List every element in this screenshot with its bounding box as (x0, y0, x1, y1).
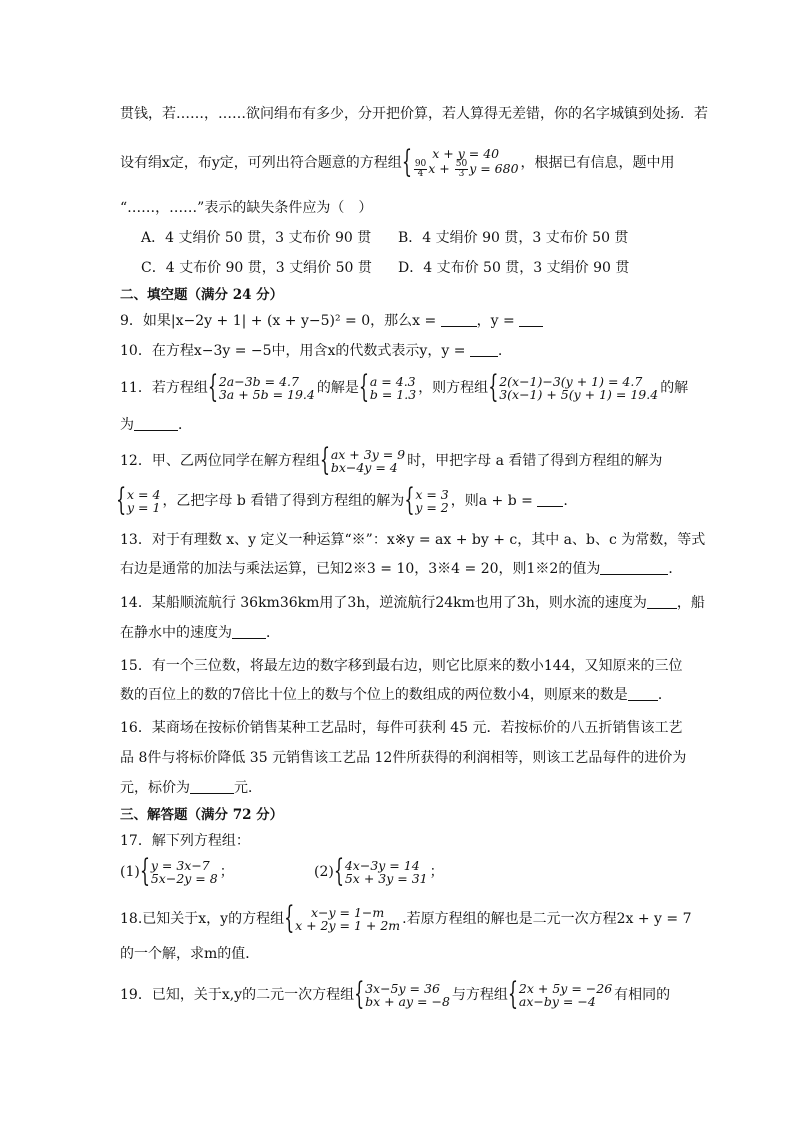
q10-blank[interactable] (470, 342, 498, 357)
q19-system2: { 2x + 5y = −26 ax−by = −4 (510, 982, 612, 1008)
q14-blank-still[interactable] (232, 624, 266, 639)
q12-system3: { x = 3 y = 2 (406, 488, 448, 514)
q16-line2: 品 8件与将标价降低 35 元销售该工艺品 12件所获得的利润相等，则该工艺品每件的进价为 (120, 750, 687, 766)
q18-system: { x−y = 1−m x + 2y = 1 + 2m (286, 906, 400, 932)
q16-line1: 16．某商场在按标价销售某种工艺品时，每件可获利 45 元．若按标价的八五折销售该工艺 (120, 720, 683, 736)
q17-system2: { 4x−3y = 14 5x + 3y = 31 (336, 859, 428, 885)
section3-title: 三、解答题（满分 72 分） (120, 807, 284, 823)
q17-part2: (2) { 4x−3y = 14 5x + 3y = 31 ； (314, 859, 444, 885)
q11-system1: { 2a−3b = 4.7 3a + 5b = 19.4 (210, 375, 315, 401)
q15-blank[interactable] (628, 686, 658, 701)
q12-line1: 12．甲、乙两位同学在解方程组 { ax + 3y = 9 bx−4y = 4 时，甲把字母 a 看错了得到方程组的解为 (120, 448, 662, 474)
q16-line3: 元，标价为 元． (120, 780, 262, 796)
q13-line1: 13．对于有理数 x、y 定义一种运算“※”：x※y = ax + by + c，其中 a、b、c 为常数，等式 (120, 532, 706, 548)
q15-line2: 数的百位上的数的7倍比十位上的数与个位上的数组成的两位数小4，则原来的数是 ． (120, 687, 672, 703)
q9: 9．如果|x−2y + 1| + (x + y−5)² = 0，那么x = ，y = (120, 311, 543, 331)
q12-system1: { ax + 3y = 9 bx−4y = 4 (322, 448, 405, 474)
q12-system2: { x = 4 y = 1 (118, 488, 160, 514)
q12-line2: { x = 4 y = 1 ，乙把字母 b 看错了得到方程组的解为 { x = 3 y = 2 ，则a + b = . (120, 488, 568, 514)
q19-line1: 19．已知，关于x,y的二元一次方程组 { 3x−5y = 36 bx + ay = −8 与方程组 { 2x + 5y = −26 ax−by = −4 有相同的 (120, 982, 670, 1008)
q11-system2: { a = 4.3 b = 1.3 (361, 375, 416, 401)
q8-option-b[interactable]: B．4 丈绢价 90 贯，3 丈布价 50 贯 (398, 230, 629, 246)
q16-blank-price[interactable] (190, 779, 234, 794)
q15-line1: 15．有一个三位数，将最左边的数字移到最右边，则它比原来的数小144，又知原来的三位 (120, 658, 683, 674)
q10: 10．在方程x−3y = −5中，用含x的代数式表示y，y = . (120, 343, 503, 359)
q8-line1: 贯钱，若……，……欲问绢布有多少，分开把价算，若人算得无差错，你的名字城镇到处扬．若 (120, 106, 708, 122)
q13-blank[interactable] (600, 560, 668, 575)
q17-system1: { y = 3x−7 5x−2y = 8 (142, 859, 218, 885)
q17-part1: (1) { y = 3x−7 5x−2y = 8 ； (120, 859, 234, 885)
q14-line1: 14．某船顺流航行 36km36km用了3h，逆流航行24km也用了3h，则水流的速度为 ，船 (120, 595, 705, 611)
q9-blank-y[interactable] (519, 312, 543, 327)
q19-system1: { 3x−5y = 36 bx + ay = −8 (356, 982, 450, 1008)
q8-line2: 设有绢x定，布y定，可列出符合题意的方程组 { x + y = 40 $\frac{90}{4}$ x + $\frac{50}{3}$ y = 680 ，根据已有信息，题中用 (120, 147, 675, 179)
section2-title: 二、填空题（满分 24 分） (120, 287, 284, 303)
q14-blank-water[interactable] (647, 594, 677, 609)
q11-system3: { 2(x−1)−3(y + 1) = 4.7 3(x−1) + 5(y + 1) = 19.4 (490, 375, 658, 401)
q18-line2: 的一个解，求m的值． (120, 946, 260, 962)
q9-blank-x[interactable] (441, 312, 477, 327)
q14-line2: 在静水中的速度为 ． (120, 625, 280, 641)
q11-line2: 为 ． (120, 417, 192, 433)
q13-line2: 右边是通常的加法与乘法运算，已知2※3 = 10，3※4 = 20，则1※2的值为 ． (120, 561, 683, 577)
q11-line1: 11．若方程组 { 2a−3b = 4.7 3a + 5b = 19.4 的解是 { a = 4.3 b = 1.3 ，则方程组 { 2(x−1)−3(y + 1) = 4.7 3(x−1) + 5(y + 1) = 19.4 的解 (120, 375, 688, 401)
q11-blank[interactable] (134, 416, 178, 431)
q8-system: { x + y = 40 $\frac{90}{4}$ x + $\frac{50}{3}$ y = 680 (404, 147, 519, 179)
q8-line3: “……，……”表示的缺失条件应为（ ） (120, 200, 373, 216)
q8-option-a[interactable]: A．4 丈绢价 50 贯，3 丈布价 90 贯 (141, 230, 372, 246)
q12-blank[interactable] (537, 492, 563, 507)
q18-line1: 18.已知关于x，y的方程组 { x−y = 1−m x + 2y = 1 + 2m .若原方程组的解也是二元一次方程2x + y = 7 (120, 906, 692, 932)
q8-option-c[interactable]: C．4 丈布价 90 贯，3 丈绢价 50 贯 (141, 260, 372, 276)
q8-option-d[interactable]: D．4 丈布价 50 贯，3 丈绢价 90 贯 (398, 260, 630, 276)
q17-title: 17．解下列方程组： (120, 833, 250, 849)
